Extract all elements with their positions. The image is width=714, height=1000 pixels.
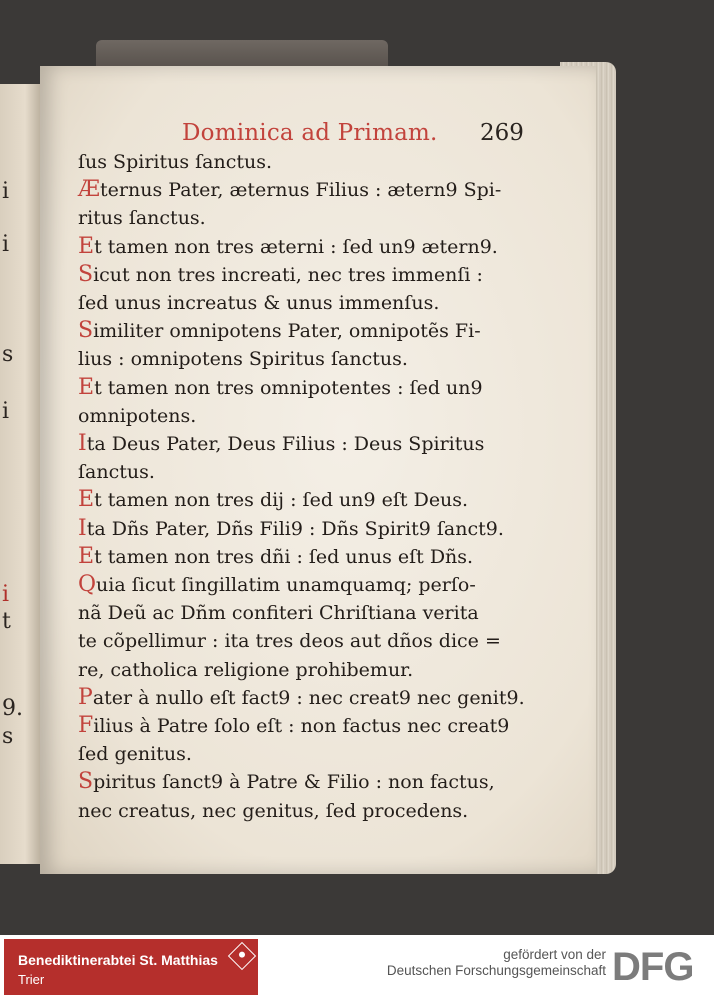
margin-fragment: t [2,609,11,634]
funding-line-1: gefördert von der [503,947,606,962]
line-text: ater à nullo eſt fact9 : nec creat9 nec genit9. [92,686,525,709]
margin-fragment: i [2,399,10,424]
text-line [78,712,528,740]
text-line [78,289,528,317]
margin-fragment: 9. [2,696,23,721]
line-text: t tamen non tres omnipotentes : ſed un9 [94,376,483,399]
text-line [78,317,528,345]
text-line [78,768,528,796]
institution-city: Trier [18,972,45,987]
line-text: ta Dñs Pater, Dñs Fili9 : Dñs Spirit9 ſanct9. [86,517,504,540]
text-line [78,797,528,825]
text-line [78,204,528,232]
margin-fragment: i [2,582,10,607]
line-text: nec creatus, nec genitus, ſed procedens. [78,799,469,822]
rubric-initial: E [78,543,95,569]
text-line [78,571,528,599]
text-block [78,148,528,825]
text-line [78,345,528,373]
margin-fragment: i [2,179,10,204]
text-line [78,430,528,458]
line-text: imiliter omnipotens Pater, omnipotẽs Fi- [93,320,481,343]
text-line [78,740,528,768]
rubric-initial: I [78,431,87,457]
line-text: uia ſicut ſingillatim unamquamq; perſo- [96,574,476,597]
margin-fragment: s [2,724,14,749]
line-text: te cõpellimur : ita tres deos aut dños dice = [78,630,501,653]
line-text: ta Deus Pater, Deus Filius : Deus Spiritus [86,433,485,456]
line-text: ſus Spiritus ſanctus. [78,151,273,173]
rubric-initial: Æ [78,177,101,203]
rubric-initial: S [78,261,94,287]
footer-bar [0,935,714,1000]
rubric-initial: Q [78,572,97,598]
abbey-logo-icon [228,942,256,970]
text-line [78,543,528,571]
line-text: ilius à Patre ſolo eſt : non factus nec creat9 [93,715,510,738]
line-text: omnipotens. [78,404,197,427]
text-line [78,261,528,289]
text-line [78,515,528,543]
line-text: ſanctus. [78,461,155,484]
text-line [78,402,528,430]
line-text: t tamen non tres dñi : ſed unus eſt Dñs. [94,545,474,568]
text-line [78,458,528,486]
line-text: ritus ſanctus. [78,207,206,230]
line-text: lius : omnipotens Spiritus ſanctus. [78,348,408,371]
margin-fragment: i [2,232,10,257]
text-line [78,599,528,627]
text-line [78,627,528,655]
rubric-initial: S [78,769,94,795]
line-text: piritus ſanct9 à Patre & Filio : non factus, [93,771,495,794]
institution-badge[interactable] [4,939,258,995]
institution-name: Benediktinerabtei St. Matthias [18,952,218,968]
text-line [78,684,528,712]
text-line [78,374,528,402]
text-line [78,148,528,176]
rubric-initial: I [78,515,87,541]
line-text: nã Deũ ac Dñm confiteri Chriſtiana verita [78,602,479,625]
line-text: t tamen non tres æterni : ſed un9 ætern9. [94,235,498,258]
rubric-initial: E [78,233,95,259]
text-line [78,486,528,514]
text-line [78,233,528,261]
funding-line-2: Deutschen Forschungsgemeinschaft [386,963,606,978]
rubric-initial: S [78,318,94,344]
dfg-logo[interactable]: DFG [612,945,694,989]
line-text: t tamen non tres dij : ſed un9 eſt Deus. [94,489,469,512]
line-text: ternus Pater, æternus Filius : ætern9 Spi- [100,179,502,202]
text-line [78,176,528,204]
line-text: ſed unus increatus & unus immenſus. [78,292,440,315]
funding-note [387,947,606,979]
text-line [78,656,528,684]
line-text: re, catholica religione prohibemur. [78,658,414,681]
rubric-initial: F [78,713,94,739]
margin-fragment: s [2,342,14,367]
rubric-initial: E [78,487,95,513]
left-page-edge [0,84,42,864]
page-number: 269 [480,120,524,146]
line-text: icut non tres increati, nec tres immenſi : [93,263,483,286]
rubric-initial: E [78,374,95,400]
running-header: Dominica ad Primam. [182,120,438,146]
line-text: ſed genitus. [78,743,192,766]
rubric-initial: P [78,684,93,710]
